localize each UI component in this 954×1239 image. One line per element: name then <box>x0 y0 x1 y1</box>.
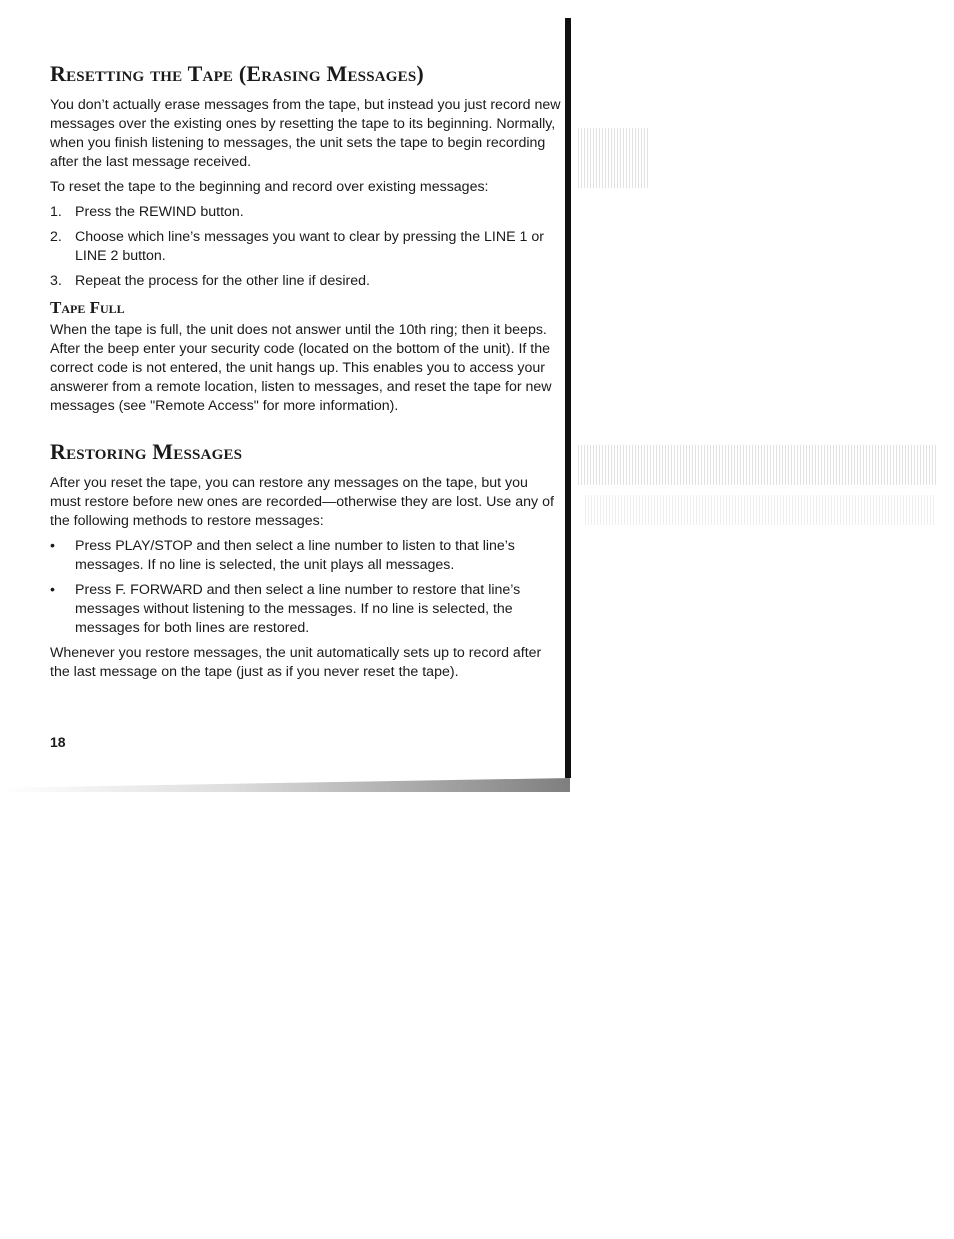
step-text: Press the REWIND button. <box>75 204 244 220</box>
bullet-text: Press PLAY/STOP and then select a line number to listen to that line’s messages. If no line is selected, the unit plays all messages. <box>75 538 515 573</box>
step-number: 1. <box>50 204 62 220</box>
scan-noise <box>578 128 648 188</box>
list-item <box>50 203 562 222</box>
restoring-intro: After you reset the tape, you can restore any messages on the tape, but you must restore before new ones are recorded—otherwise they are lost. Use any of the following methods to restore messages: <box>50 475 554 529</box>
resetting-intro: You don’t actually erase messages from the tape, but instead you just record new messages over the existing ones by resetting the tape to its beginning. Normally, when you finish listening to messages, the unit sets the tape to begin recording after the last message received. <box>50 97 561 170</box>
text-column <box>50 60 562 688</box>
restoring-closing: Whenever you restore messages, the unit automatically sets up to record after the last message on the tape (just as if you never reset the tape). <box>50 645 542 680</box>
bullet-icon: • <box>50 538 55 554</box>
reset-steps-list <box>50 203 562 291</box>
section-heading-restoring: Restoring Messages <box>50 439 243 464</box>
step-number: 2. <box>50 229 62 245</box>
tape-full-body: When the tape is full, the unit does not answer until the 10th ring; then it beeps. After the beep enter your security code (located on the bottom of the unit). If the correct code is not entered, the unit hangs up. This enables you to access your answerer from a remote location, listen to messages, and reset the tape for new messages (see "Remote Access" for more information). <box>50 322 552 414</box>
restore-methods-list <box>50 537 562 638</box>
scan-noise <box>585 495 935 525</box>
list-item <box>50 272 562 291</box>
step-text: Repeat the process for the other line if desired. <box>75 273 370 289</box>
sub-heading-tape-full: Tape Full <box>50 298 125 317</box>
step-text: Choose which line’s messages you want to clear by pressing the LINE 1 or LINE 2 button. <box>75 229 544 264</box>
list-item <box>50 581 562 638</box>
list-item <box>50 537 562 575</box>
page-number: 18 <box>50 734 66 750</box>
resetting-lead: To reset the tape to the beginning and record over existing messages: <box>50 179 489 195</box>
page-bottom-edge <box>0 778 570 792</box>
binding-shadow <box>565 18 571 778</box>
list-item <box>50 228 562 266</box>
bullet-icon: • <box>50 582 55 598</box>
section-heading-resetting: Resetting the Tape (Erasing Messages) <box>50 61 424 86</box>
scan-noise <box>578 445 938 485</box>
bullet-text: Press F. FORWARD and then select a line number to restore that line’s messages without listening to the messages. If no line is selected, the messages for both lines are restored. <box>75 582 521 636</box>
step-number: 3. <box>50 273 62 289</box>
